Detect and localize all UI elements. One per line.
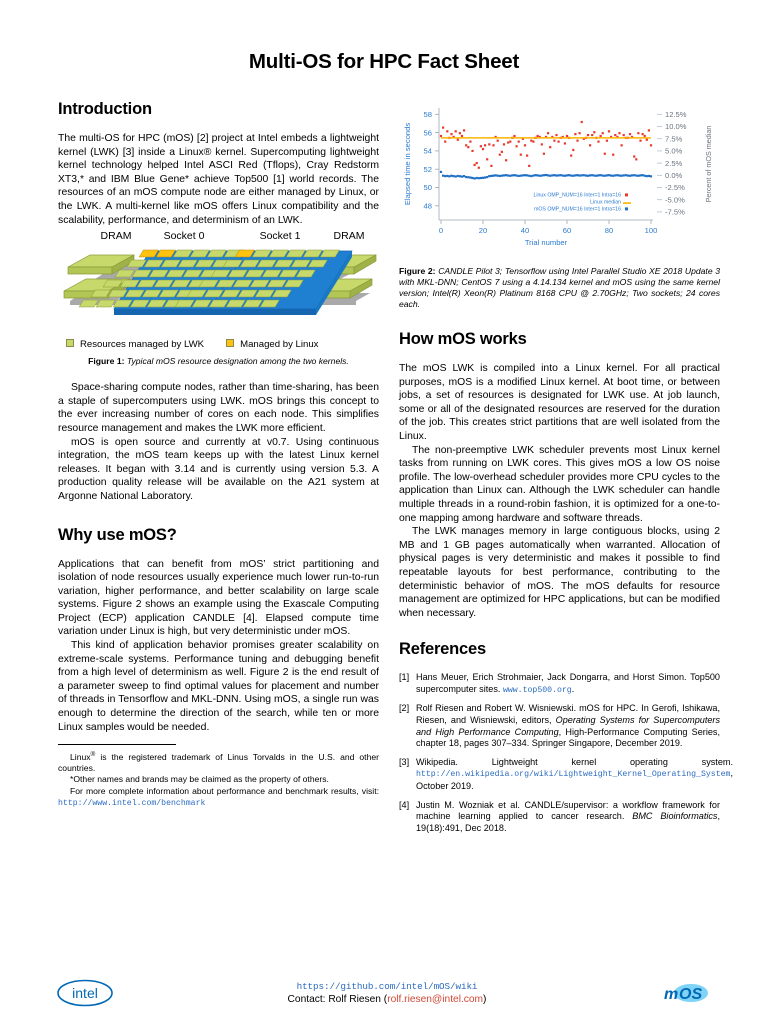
chart-point [631,174,633,176]
chart-point [644,135,646,137]
node-diagram-svg [58,229,379,337]
chart-point [480,177,482,179]
chart-point [602,132,604,134]
chart-point [539,175,541,177]
chart-point [446,175,448,177]
chart-point [633,174,635,176]
footer-contact-email[interactable]: rolf.riesen@intel.com [387,994,484,1005]
chart-point [501,151,503,153]
chart-point [530,175,532,177]
chart-point [568,174,570,176]
chart-point [457,139,459,141]
chart-point [524,174,526,176]
chart-point [560,174,562,176]
chart-point [505,174,507,176]
reference-number: [3] [399,756,410,767]
chart-point [524,144,526,146]
chart-point [618,132,620,134]
chart-x-ticks [441,220,651,224]
chart-point [444,141,446,143]
chart-point [600,174,602,176]
chart-point [478,167,480,169]
chart-point [564,142,566,144]
lwk-swatch-icon [66,339,74,347]
chart-ylabel: Elapsed time in seconds [403,122,412,206]
chart-point [574,133,576,135]
chart-point [518,141,520,143]
chart-point [499,154,501,156]
svg-text:58: 58 [423,110,432,119]
figure-1 [58,229,379,367]
chart-point [558,141,560,143]
chart-point [503,174,505,176]
chart-point [465,176,467,178]
chart-point [650,144,652,146]
reference-text: Hans Meuer, Erich Strohmaier, Jack Dongarra, and Horst Simon. Top500 supercomputer sites. www.top500.org. [416,672,720,695]
chart-point [507,141,509,143]
reference-number: [2] [399,703,410,714]
chart-point [642,133,644,135]
label-dram-right: DRAM [333,230,365,243]
chart-point [547,132,549,134]
chart-point [639,140,641,142]
chart-point [589,174,591,176]
chart-point [442,127,444,129]
chart-point [650,175,652,177]
paragraph-why-2: This kind of application behavior promises greater scalability on extreme-scale systems. Performance tuning and debugging benefit from a high level of determinism as well. Figure 2 is the end result of a parameter sweep to find optimal values for placement and number of threads in Tensorflow and MKL-DNN. Using mOS, a single run was enough to determine the direction of the search, while ten or more Linux samples would be needed. [58,640,379,733]
references-list [399,672,733,834]
chart-point [490,165,492,167]
svg-text:60: 60 [562,226,572,235]
label-socket-1: Socket 1 [259,230,301,243]
chart-point [488,175,490,177]
svg-text:Linux OMP_NUM=16 Inter=1 Intra: Linux OMP_NUM=16 Inter=1 Intra=16 [533,192,621,199]
svg-text:Linux median: Linux median [590,199,621,206]
footnote-linux-word: Linux [70,752,91,763]
label-socket-0: Socket 0 [163,230,205,243]
chart-point [549,146,551,148]
chart-point [579,132,581,134]
chart-point [495,174,497,176]
chart-point [543,174,545,176]
chart-point [608,174,610,176]
left-column [58,100,379,809]
footer-center [114,981,660,1005]
chart-point [648,129,650,131]
svg-text:7.5%: 7.5% [665,134,683,144]
candle-scatter-chart-svg [399,100,720,258]
chart-point [572,149,574,151]
chart-point [621,144,623,146]
chart-point [606,174,608,176]
chart-point [642,174,644,176]
paragraph-how-1: The mOS LWK is compiled into a Linux kernel. For all practical purposes, mOS is a modified Linux kernel. At boot time, or between jobs, a set of resources is designated for LWK use. At job launch, some or all of the designated resources are reserved for the duration of the job. This creates strict partitions that are well isolated from the Linux. [399,363,720,442]
svg-text:-5.0%: -5.0% [665,195,685,205]
chart-point [639,174,641,176]
chart-left-ticks [435,114,439,206]
reference-entry [399,672,720,696]
chart-data-points [440,121,652,180]
chart-point [593,131,595,133]
asterisk-icon: * [70,774,74,785]
chart-point [585,174,587,176]
chart-point [534,174,536,176]
chart-point [476,177,478,179]
chart-right-ticks [657,114,662,212]
paragraph-introduction: The multi-OS for HPC (mOS) [2] project at Intel embeds a lightweight kernel (LWK) [3] inside a Linux® kernel. Supercomputing lightweight kernel technology helped Intel ASCI Red (Tflops), Cray Redstorm XT3,* and IBM Blue Gene* achieve Top500 [1] world records. The resources of an mOS compute node are either managed by Linux, or the LWK. A multi-kernel like mOS offers Linux compatibility and the scalability, performance, and determinism of an LWK. [58,133,379,226]
legend-linux-label: Managed by Linux [240,339,319,351]
chart-point [637,132,639,134]
chart-point [448,175,450,177]
label-dram-left: DRAM [100,230,132,243]
chart-point [600,135,602,137]
chart-point [469,141,471,143]
chart-point [587,134,589,136]
chart-point [469,176,471,178]
chart-point [576,140,578,142]
chart-point [442,175,444,177]
chart-point [625,174,627,176]
chart-point [595,175,597,177]
chart-point [572,175,574,177]
chart-point [503,143,505,145]
chart-point [623,134,625,136]
svg-text:2.5%: 2.5% [665,158,683,168]
chart-point [570,155,572,157]
reference-italic: Operating Systems for Supercomputers and High Performance Computing [416,715,720,737]
chart-point [532,141,534,143]
paragraph-space-sharing: Space-sharing compute nodes, rather than time-sharing, has been a staple of supercomputers using LWK. mOS brings this concept to the ever increasing number of cores on each node. This simplifies resource management and makes the LWK more efficient. [58,382,379,434]
chart-point [450,175,452,177]
svg-text:54: 54 [423,146,432,156]
chart-point [629,175,631,177]
chart-point [555,174,557,176]
chart-point [537,135,539,137]
chart-point [543,153,545,155]
chart-point [566,135,568,137]
chart-point [486,158,488,160]
chart-point [488,143,490,145]
figure-1-diagram [58,229,379,337]
svg-text:mOS OMP_NUM=16 Inter=1 Intra=1: mOS OMP_NUM=16 Inter=1 Intra=16 [534,206,621,213]
chart-point [541,174,543,176]
chart-point [486,176,488,178]
intel-wordmark: intel [72,985,98,1001]
figure-1-legend [58,339,379,350]
chart-point [455,130,457,132]
chart-point [597,174,599,176]
chart-point [467,176,469,178]
chart-point [520,154,522,156]
chart-point [446,130,448,132]
chart-point [484,144,486,146]
chart-point [579,174,581,176]
chart-point [530,140,532,142]
chart-point [518,175,520,177]
figure-2-caption-text: CANDLE Pilot 3; Tensorflow using Intel Parallel Studio XE 2018 Update 3 with MKL-DNN; CentOS 7 using a 4.14.134 kernel and mOS using the same kernel version; Intel(R) Xeon(R) Platinum 8168 CPU @ 2.70GHz; Two sockets; 24 cores each. [399,266,721,309]
chart-point [583,174,585,176]
chart-point [528,175,530,177]
chart-point [440,171,442,173]
chart-point [614,134,616,136]
svg-text:0: 0 [438,226,444,235]
chart-point [497,175,499,177]
chart-point [602,174,604,176]
chart-point [474,164,476,166]
figure-1-caption-label: Figure 1: [88,356,125,367]
reference-entry [399,703,720,749]
chart-point [616,174,618,176]
paragraph-why-1: Applications that can benefit from mOS’ strict partitioning and isolation of node resources usually experience much lower run-to-run variation, higher performance, and better scalability on large scale systems. Figure 2 shows an example using the Exascale Computing Project (ECP) application CANDLE [4]. Elapsed compute time variation under Linux is high, but very deterministic under mOS. [58,558,379,638]
chart-point [570,174,572,176]
chart-point [574,174,576,176]
svg-text:10.0%: 10.0% [665,122,687,132]
chart-point [513,135,515,137]
chart-point [450,133,452,135]
chart-point [471,150,473,152]
chart-point [566,174,568,176]
chart-point [564,175,566,177]
chart-point [541,143,543,145]
svg-text:80: 80 [604,226,614,235]
svg-text:52: 52 [423,164,432,174]
paragraph-how-3: The LWK manages memory in large contiguous blocks, using 2 MB and 1 GB pages automatically when warranted. Allocation of physical pages is very deterministic and makes it possible to find repeatable layouts for best performance, contributing to the deterministic behavior of mOS. The mOS defaults for resource management are optimized for HPC applications, but can be modified when necessary. [399,526,720,619]
chart-point [471,177,473,179]
chart-point [646,175,648,177]
chart-point [555,134,557,136]
chart-point [490,175,492,177]
chart-point [482,177,484,179]
chart-point [507,174,509,176]
chart-point [587,175,589,177]
chart-point [461,176,463,178]
chart-point [608,130,610,132]
chart-point [593,174,595,176]
chart-point [545,174,547,176]
paragraph-how-2: The non-preemptive LWK scheduler prevents most Linux kernel tasks from running on LWK cores. This gives mOS a low OS noise profile. The low-overhead scheduler provides more CPU cycles to the application than Linux can. Although the LWK scheduler can handle multiple threads in a round-robin fashion, it is optimized for a one-to-one mapping among hardware and software threads. [399,444,720,524]
chart-y2label: Percent of mOS median [704,125,713,203]
chart-point [591,174,593,176]
chart-point [644,175,646,177]
chart-point [480,145,482,147]
chart-point [562,174,564,176]
chart-point [635,174,637,176]
figure-2-caption-label: Figure 2: [399,266,436,276]
chart-point [618,174,620,176]
chart-point [492,144,494,146]
figure-1-caption-text: Typical mOS resource designation among the two kernels. [126,356,349,367]
chart-point [484,176,486,178]
svg-text:50: 50 [423,183,432,193]
reference-text: Wikipedia. Lightweight kernel operating system. http://en.wikipedia.org/wiki/Lightweight_Kernel_Operating_System, October 2019. [416,756,733,792]
svg-text:0.0%: 0.0% [665,171,683,180]
chart-point [597,141,599,143]
footnote-benchmark-text: For more complete information about performance and benchmark results, visit: [70,785,379,796]
mos-logo-m: m [664,986,679,1003]
reference-text: Rolf Riesen and Robert W. Wisniewski. mOS for HPC. In Gerofi, Ishikawa, Riesen, and Wisniewski, editors, Operating Systems for Supercomputers and High Performance Computing, High-Performance Computing Series, chapter 18, pages 307–334. Springer Singapore, December 2019. [416,703,720,749]
footnote-other-names [58,774,379,785]
two-column-layout [58,100,733,841]
chart-point [614,174,616,176]
mos-logo-os: OS [679,986,703,1003]
heading-references: References [399,640,486,659]
chart-point [623,174,625,176]
chart-point [461,135,463,137]
footer-contact [114,994,660,1005]
chart-point [492,175,494,177]
reference-link[interactable]: www.top500.org [502,685,572,695]
chart-point [549,175,551,177]
mos-logo [660,981,712,1005]
registered-icon: ® [90,751,96,759]
svg-text:100: 100 [644,226,658,235]
chart-y-tick-labels [424,110,432,211]
chart-point [459,132,461,134]
chart-xlabel: Trial number [524,238,568,247]
chart-point [612,175,614,177]
reference-link[interactable]: http://en.wikipedia.org/wiki/Lightweight_Kernel_Operating_System [416,770,731,780]
chart-point [610,174,612,176]
svg-text:-2.5%: -2.5% [665,183,685,193]
page-footer [0,962,768,1024]
chart-point [551,174,553,176]
right-column [399,100,733,841]
footnote-trademark-text: is the registered trademark of Linus Torvalds in the U.S. and other countries. [58,752,379,774]
chart-legend [533,193,631,213]
chart-point [621,175,623,177]
chart-point [520,175,522,177]
figure-2-chart [399,100,720,260]
svg-text:5.0%: 5.0% [665,146,683,156]
reference-entry [399,756,733,793]
chart-point [526,174,528,176]
chart-point [633,155,635,157]
intel-logo [56,978,114,1008]
chart-point [465,144,467,146]
chart-point [547,174,549,176]
heading-how-mos-works: How mOS works [399,330,527,348]
chart-point [476,162,478,164]
chart-point [646,139,648,141]
legend-lwk-entry [66,339,204,350]
figure-1-caption [58,356,379,367]
chart-point [553,174,555,176]
reference-text: Justin M. Wozniak et al. CANDLE/supervisor: a workflow framework for machine learning applied to cancer research. BMC Bioinformatics, 19(18):491, Dec 2018. [416,799,720,833]
svg-text:40: 40 [520,226,530,235]
chart-point [589,144,591,146]
chart-y2-tick-labels [665,110,687,217]
chart-point [604,175,606,177]
chart-point [606,140,608,142]
chart-point [648,175,650,177]
footnote-other-names-text: Other names and brands may be claimed as the property of others. [73,774,329,785]
chart-point [457,175,459,177]
svg-text:48: 48 [423,201,432,211]
chart-point [637,175,639,177]
chart-point [499,175,501,177]
chart-x-tick-labels [439,226,657,235]
chart-point [581,174,583,176]
chart-point [604,153,606,155]
chart-point [509,175,511,177]
chart-point [627,174,629,176]
reference-italic: BMC Bioinformatics [632,811,718,822]
heading-why-use-mos: Why use mOS? [58,525,177,544]
chart-point [482,148,484,150]
chart-point [459,175,461,177]
chart-point [463,129,465,131]
chart-point [526,155,528,157]
chart-point [528,165,530,167]
legend-lwk-label: Resources managed by LWK [80,339,205,351]
chart-point [478,177,480,179]
chart-point [463,175,465,177]
benchmark-link[interactable]: http://www.intel.com/benchmark [58,798,206,808]
footnote-benchmark [58,786,379,809]
footer-contact-suffix: ) [483,994,487,1005]
figure-2-caption [399,266,720,310]
footer-contact-prefix: Contact: Rolf Riesen ( [287,994,388,1005]
footer-url[interactable]: https://github.com/intel/mOS/wiki [296,981,478,992]
reference-entry [399,800,720,835]
chart-point [453,175,455,177]
footnote-rule [58,744,176,745]
chart-point [612,154,614,156]
heading-introduction: Introduction [58,100,152,118]
page-title: Multi-OS for HPC Fact Sheet [248,50,520,73]
svg-text:56: 56 [423,128,432,138]
svg-text:12.5%: 12.5% [665,110,687,119]
chart-point [440,135,442,137]
paragraph-open-source: mOS is open source and currently at v0.7. Using continuous integration, the mOS team keeps up with the latest Linux kernel releases. It began with 3.14 and is currently using version 5.3. A production quality release will be available on the A21 system at Argonne National Laboratory. [58,436,379,502]
chart-point [558,174,560,176]
reference-number: [1] [399,672,410,683]
chart-point [474,177,476,179]
chart-point [467,146,469,148]
chart-point [537,174,539,176]
chart-point [522,174,524,176]
svg-text:20: 20 [478,226,488,235]
chart-point [509,141,511,143]
chart-point [505,159,507,161]
svg-text:-7.5%: -7.5% [665,207,685,217]
chart-point [581,121,583,123]
footnote-trademark [58,749,379,774]
legend-linux-entry [226,339,318,350]
chart-point [501,175,503,177]
chart-point [516,174,518,176]
reference-number: [4] [399,799,410,810]
chart-point [591,134,593,136]
chart-point [553,140,555,142]
linux-swatch-icon [226,339,234,347]
chart-point [513,174,515,176]
chart-point [532,174,534,176]
chart-point [629,133,631,135]
chart-point [516,145,518,147]
chart-point [576,174,578,176]
chart-point [444,175,446,177]
chart-point [635,158,637,160]
chart-point [511,174,513,176]
chart-point [497,140,499,142]
chart-point [455,175,457,177]
